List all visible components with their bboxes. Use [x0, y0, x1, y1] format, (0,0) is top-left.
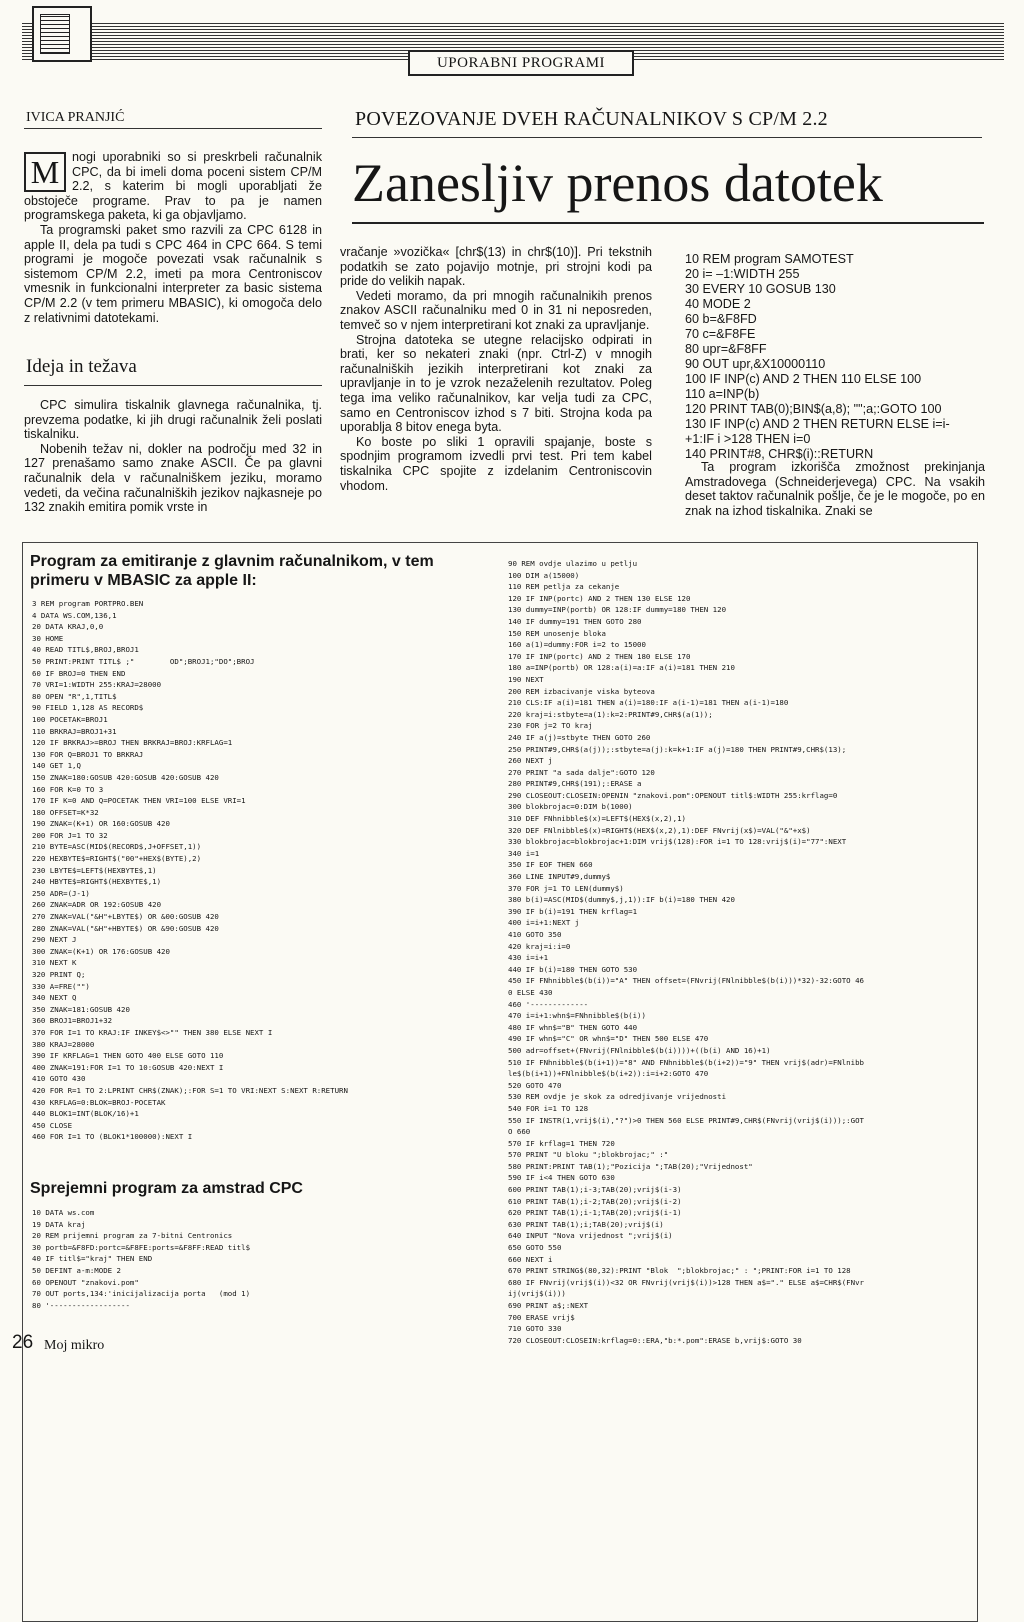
code-listing: 3 REM program PORTPRO.BEN 4 DATA WS.COM,136,1 20 DATA KRAJ,0,0 30 HOME 40 READ TITL$,BROJ,BROJ1 50 PRINT:PRINT TITL$ ;" OD";BROJ1;"DO";BROJ 60 IF BROJ=0 THEN END 70 VRI=1:WIDTH 255:KRAJ=28000 80 OPEN "R",1,TITL$ 90 FIELD 1,128 AS RECORD$ 100 POCETAK=BROJ1 110 BRKRAJ=BROJ1+31 120 IF BRKRAJ>=BROJ THEN BRKRAJ=BROJ:KRFLAG=1 130 FOR Q=BROJ1 TO BRKRAJ 140 GET 1,Q 150 ZNAK=180:GOSUB 420:GOSUB 420:GOSUB 420 160 FOR K=0 TO 3 170 IF K=0 AND Q=POCETAK THEN VRI=100 ELSE VRI=1 180 OFFSET=K*32 190 ZNAK=(K+1) OR 160:GOSUB 420 200 FOR J=1 TO 32 210 BYTE=ASC(MID$(RECORD$,J+OFFSET,1)) 220 HEXBYTE$=RIGHT$("00"+HEX$(BYTE),2) 230 LBYTE$=LEFT$(HEXBYTE$,1) 240 HBYTE$=RIGHT$(HEXBYTE$,1) 250 ADR=(J-1) 260 ZNAK=ADR OR 192:GOSUB 420 270 ZNAK=VAL("&H"+LBYTE$) OR &00:GOSUB 420 280 ZNAK=VAL("&H"+HBYTE$) OR &90:GOSUB 420 290 NEXT J 300 ZNAK=(K+1) OR 176:GOSUB 420 310 NEXT K 320 PRINT Q; 330 A=FRE("") 340 NEXT Q 350 ZNAK=181:GOSUB 420 360 BROJ1=BROJ1+32 370 FOR I=1 TO KRAJ:IF INKEY$<>"" THEN 380 ELSE NEXT I 380 KRAJ=28000 390 IF KRFLAG=1 THEN GOTO 400 ELSE GOTO 110 400 ZNAK=191:FOR I=1 TO 10:GOSUB 420:NEXT I 410 GOTO 430 420 FOR R=1 TO 2:LPRINT CHR$(ZNAK);:FOR S=1 TO VRI:NEXT S:NEXT R:RETURN 430 KRFLAG=0:BLOK=BROJ-POCETAK 440 BLOK1=INT(BLOK/16)+1 450 CLOSE 460 FOR I=1 TO (BLOK1*100000):NEXT I	[32, 599, 348, 1142]
code-line: 120 PRINT TAB(0);BIN$(a,8); "";a;:GOTO 100	[685, 402, 942, 416]
code-line: 140 PRINT#8, CHR$(i)::RETURN	[685, 447, 874, 461]
section-heading: Ideja in težava	[26, 356, 137, 377]
code-line: 70 c=&F8FE	[685, 327, 756, 341]
code-listing: 90 REM ovdje ulazimo u petlju 100 DIM a(15000) 110 REM petlja za cekanje 120 IF INP(portc) AND 2 THEN 130 ELSE 120 130 dummy=INP(portb) OR 128:IF dummy=180 THEN 120 140 IF dummy=191 THEN GOTO 280 150 REM unosenje bloka 160 a(1)=dummy:FOR i=2 to 15000 170 IF INP(portc) AND 2 THEN 180 ELSE 170 180 a=INP(portb) OR 128:a(i)=a:IF a(i)=181 THEN 210 190 NEXT 200 REM izbacivanje viska byteova 210 CLS:IF a(i)=181 THEN a(i)=180:IF a(i-1)=181 THEN a(i-1)=180 220 kraj=i:stbyte=a(1):k=2:PRINT#9,CHR$(a(1)); 230 FOR j=2 TO kraj 240 IF a(j)=stbyte THEN GOTO 260 250 PRINT#9,CHR$(a(j));:stbyte=a(j):k=k+1:IF a(j)=180 THEN PRINT#9,CHR$(13); 260 NEXT j 270 PRINT "a sada dalje":GOTO 120 280 PRINT#9,CHR$(191);:ERASE a 290 CLOSEOUT:CLOSEIN:OPENIN "znakovi.pom":OPENOUT titl$:WIDTH 255:krflag=0 300 blokbrojac=0:DIM b(1000) 310 DEF FNhnibble$(x)=LEFT$(HEX$(x,2),1) 320 DEF FNlnibble$(x)=RIGHT$(HEX$(x,2),1):DEF FNvrij(x$)=VAL("&"+x$) 330 blokbrojac=blokbrojac+1:DIM vrij$(128):FOR i=1 TO 128:vrij$(i)="77":NEXT 340 i=1 350 IF EOF THEN 660 360 LINE INPUT#9,dummy$ 370 FOR j=1 TO LEN(dummy$) 380 b(i)=ASC(MID$(dummy$,j,1)):IF b(i)=180 THEN 420 390 IF b(i)=191 THEN krflag=1 400 i=i+1:NEXT j 410 GOTO 350 420 kraj=i:i=0 430 i=i+1 440 IF b(i)=180 THEN GOTO 530 450 IF FNhnibble$(b(i))="A" THEN offset=(FNvrij(FNlnibble$(b(i)))*32)-32:GOTO 46 0 ELSE 430 460 '------------- 470 i=i+1:whn$=FNhnibble$(b(i)) 480 IF whn$="B" THEN GOTO 440 490 IF whn$="C" OR whn$="D" THEN 500 ELSE 470 500 adr=offset+(FNvrij(FNlnibble$(b(i))))+((b(i) AND 16)+1) 510 IF FNhnibble$(b(i+1))="8" AND FNhnibble$(b(i+2))="9" THEN vrij$(adr)=FNlnibb le$(b(i+1))+FNlnibble$(b(i+2)):i=i+2:GOTO 470 520 GOTO 470 530 REM ovdje je skok za odredjivanje vrijednosti 540 FOR i=1 TO 128 550 IF INSTR(1,vrij$(i),"?")>0 THEN 560 ELSE PRINT#9,CHR$(FNvrij(vrij$(i)));:GOT O 660 570 IF krflag=1 THEN 720 570 PRINT "U bloku ";blokbrojac;" :" 580 PRINT:PRINT TAB(1);"Pozicija ";TAB(20);"Vrijednost" 590 IF i<4 THEN GOTO 630 600 PRINT TAB(1);i-3;TAB(20);vrij$(i-3) 610 PRINT TAB(1);i-2;TAB(20);vrij$(i-2) 620 PRINT TAB(1);i-1;TAB(20);vrij$(i-1) 630 PRINT TAB(1);i;TAB(20);vrij$(i) 640 INPUT "Nova vrijednost ";vrij$(i) 650 GOTO 550 660 NEXT i 670 PRINT STRING$(80,32):PRINT "Blok ";blokbrojac;" : ";PRINT:FOR i=1 TO 128 680 IF FNvrij(vrij$(i))<32 OR FNvrij(vrij$(i))>128 THEN a$="." ELSE a$=CHR$(FNvr ij(vrij$(i))) 690 PRINT a$;:NEXT 700 ERASE vrij$ 710 GOTO 330 720 CLOSEOUT:CLOSEIN:krflag=0::ERA,"b:*.pom":ERASE b,vrij$:GOTO 30	[508, 559, 864, 1345]
code-line: 100 IF INP(c) AND 2 THEN 110 ELSE 100	[685, 372, 922, 386]
column-text	[685, 460, 985, 518]
section-label: UPORABNI PROGRAMI	[408, 50, 634, 76]
code-line: 80 upr=&F8FF	[685, 342, 767, 356]
code-line: 90 OUT upr,&X10000110	[685, 357, 826, 371]
code-line: 30 EVERY 10 GOSUB 130	[685, 282, 836, 296]
listing-title: Program za emitiranje z glavnim računalnikom, v tem primeru v MBASIC za apple II:	[30, 553, 434, 589]
article-title: Zanesljiv prenos datotek	[352, 153, 883, 213]
paragraph: Ta program izkorišča zmožnost prekinjanja Amstradovega (Schneiderjevega) CPC. Na vsakih deset taktov računalnik pošlje, če je le mogoče, po en znak na izhod tiskalnika. Znaki se	[685, 460, 985, 518]
divider	[352, 137, 982, 138]
code-line: 40 MODE 2	[685, 297, 751, 311]
samotest-listing	[685, 252, 985, 462]
paragraph: Strojna datoteka se utegne relacijsko odpirati in brati, ker so nekateri znaki (npr. Ctrl-Z) v mnogih računalniških jezikih interpretirani kot znaki za upravljanje in to je vzrok nezaželenih rezultatov. Poleg tega ima veliko računalnikov, kar velja tudi za CPC, samo en Centroniscov izhod s 7 biti. Strojna koda pa uporablja 8 bitov enega byta.	[340, 332, 652, 435]
dropcap: M	[24, 152, 66, 192]
code-listing: 10 DATA ws.com 19 DATA kraj 20 REM prijemni program za 7-bitni Centronics 30 portb=&F8FD:portc=&F8FE:ports=&F8FF:READ titl$ 40 IF titl$="kraj" THEN END 50 DEFINT a-m:MODE 2 60 OPENOUT "znakovi.pom" 70 OUT ports,134:'inicijalizacija porta (mod 1) 80 '------------------	[32, 1208, 251, 1310]
logo-icon	[32, 6, 92, 62]
paragraph: Vedeti moramo, da pri mnogih računalnikih prenos znakov ASCII računalniku med 0 in 31 ni neposreden, temveč so v njem interpretirani kot znaki za upravljanje.	[340, 288, 652, 332]
ideja-text	[24, 398, 322, 515]
divider	[352, 222, 984, 224]
code-line: 10 REM program SAMOTEST	[685, 252, 854, 266]
divider	[24, 128, 322, 129]
paragraph: vračanje »vozička« [chr$(13) in chr$(10)]. Pri tekstnih podatkih se zato pojavijo motnje, pri strojni kodi pa pride do velikih napak.	[340, 245, 652, 289]
column-text	[340, 245, 652, 493]
article-subtitle: POVEZOVANJE DVEH RAČUNALNIKOV S CP/M 2.2	[355, 108, 828, 130]
divider	[24, 385, 322, 386]
paragraph: CPC simulira tiskalnik glavnega računalnika, tj. prevzema podatke, ki jih drugi računalnik želi poslati tiskalniku.	[24, 398, 322, 442]
author: IVICA PRANJIĆ	[26, 110, 125, 125]
listing-title: Sprejemni program za amstrad CPC	[30, 1180, 303, 1197]
code-line: 110 a=INP(b)	[685, 387, 760, 401]
intro-text	[24, 150, 322, 325]
code-line: 20 i= –1:WIDTH 255	[685, 267, 800, 281]
magazine-name: Moj mikro	[44, 1338, 105, 1353]
paragraph: nogi uporabniki so si preskrbeli računalnik CPC, da bi imeli doma poceni sistem CP/M 2.2, s katerim bi mogli uporabljati že obstoječe programe. Prav to pa je namen programskega paketa, ki ga objavljamo.	[24, 150, 322, 223]
paragraph: Ko boste po sliki 1 opravili spajanje, boste s spodnjim programom izvedli prvi test. Pri tem kabel tiskalnika CPC spojite z izdelanim Centroniscovin vhodom.	[340, 434, 652, 493]
page-number: 26	[12, 1332, 34, 1353]
paragraph: Ta programski paket smo razvili za CPC 6128 in apple II, dela pa tudi s CPC 464 in CPC 664. S temi programi je mogoče povezati vsak računalnik s sistemom CP/M 2.2, imeti pa mora Centroniscov vmesnik in funkcionalni interpreter za basic sistema CP/M 2.2 (v tem primeru MBASIC), ki omogoča delo z relativnimi datotekami.	[24, 222, 322, 325]
code-line: +1:IF i >128 THEN i=0	[685, 432, 811, 446]
code-line: 60 b=&F8FD	[685, 312, 757, 326]
paragraph: Nobenih težav ni, dokler na področju med 32 in 127 prenašamo samo znake ASCII. Če pa glavni računalnik dela v računalniškem jeziku, moramo vedeti, da večina računalniških jezikov najkasneje po 132 znakih emitira pomik vrste in	[24, 441, 322, 515]
code-line: 130 IF INP(c) AND 2 THEN RETURN ELSE i=i-	[685, 417, 950, 431]
